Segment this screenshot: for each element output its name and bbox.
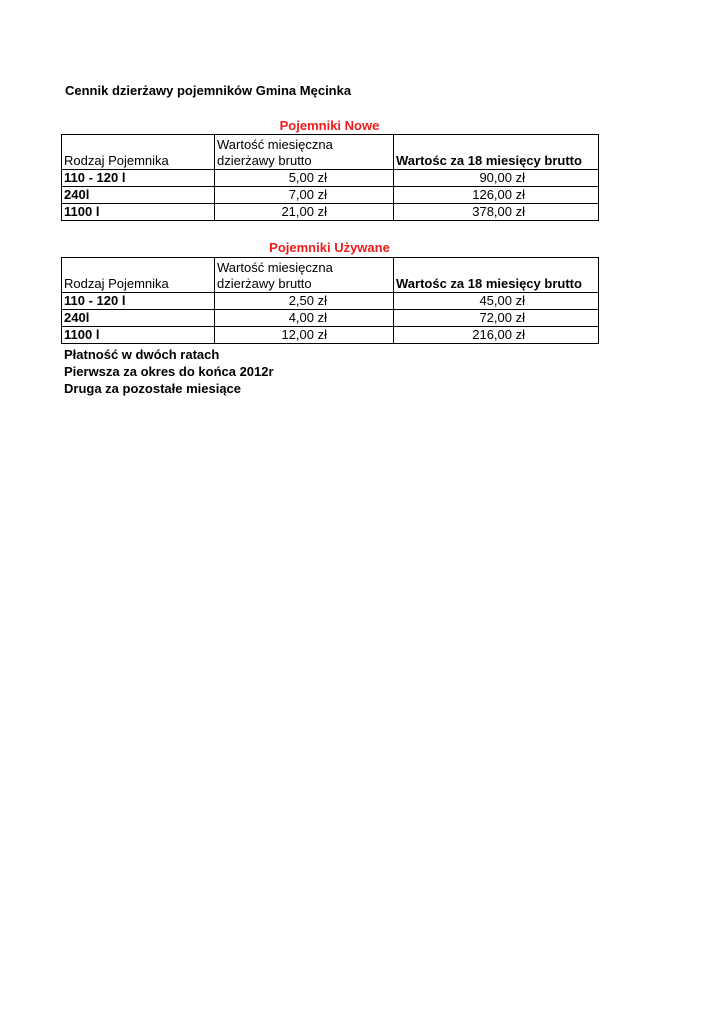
table-row [62,293,599,310]
section-heading-new: Pojemniki Nowe [279,118,380,133]
table-row [62,327,599,344]
container-type-cell: 240l [62,187,215,204]
monthly-price-cell: 12,00 zł [215,327,394,344]
total-18-months-cell: 90,00 zł [394,170,599,187]
column-header-type: Rodzaj Pojemnika [62,258,215,293]
table-row [62,204,599,221]
document-title: Cennik dzierżawy pojemników Gmina Męcinka [65,83,352,98]
table-header-row [62,135,599,170]
column-header-monthly: Wartość miesięczna dzierżawy brutto [215,135,394,170]
payment-note-first-installment: Pierwsza za okres do końca 2012r [64,364,274,379]
payment-note-installments: Płatność w dwóch ratach [64,347,220,362]
total-18-months-cell: 72,00 zł [394,310,599,327]
payment-note-second-installment: Druga za pozostałe miesiące [64,381,242,396]
total-18-months-cell: 45,00 zł [394,293,599,310]
container-type-cell: 240l [62,310,215,327]
price-table-new [61,134,599,221]
total-18-months-cell: 378,00 zł [394,204,599,221]
column-header-monthly: Wartość miesięczna dzierżawy brutto [215,258,394,293]
container-type-cell: 110 - 120 l [62,170,215,187]
monthly-price-cell: 7,00 zł [215,187,394,204]
container-type-cell: 1100 l [62,327,215,344]
table-row [62,170,599,187]
column-header-18-months: Wartośc za 18 miesięcy brutto [394,258,599,293]
price-table-used [61,257,599,344]
payment-notes [64,346,274,397]
column-header-type: Rodzaj Pojemnika [62,135,215,170]
total-18-months-cell: 216,00 zł [394,327,599,344]
section-heading-used: Pojemniki Używane [269,240,390,255]
monthly-price-cell: 2,50 zł [215,293,394,310]
table-row [62,187,599,204]
table-header-row [62,258,599,293]
table-row [62,310,599,327]
monthly-price-cell: 4,00 zł [215,310,394,327]
total-18-months-cell: 126,00 zł [394,187,599,204]
container-type-cell: 1100 l [62,204,215,221]
monthly-price-cell: 21,00 zł [215,204,394,221]
container-type-cell: 110 - 120 l [62,293,215,310]
monthly-price-cell: 5,00 zł [215,170,394,187]
column-header-18-months: Wartośc za 18 miesięcy brutto [394,135,599,170]
